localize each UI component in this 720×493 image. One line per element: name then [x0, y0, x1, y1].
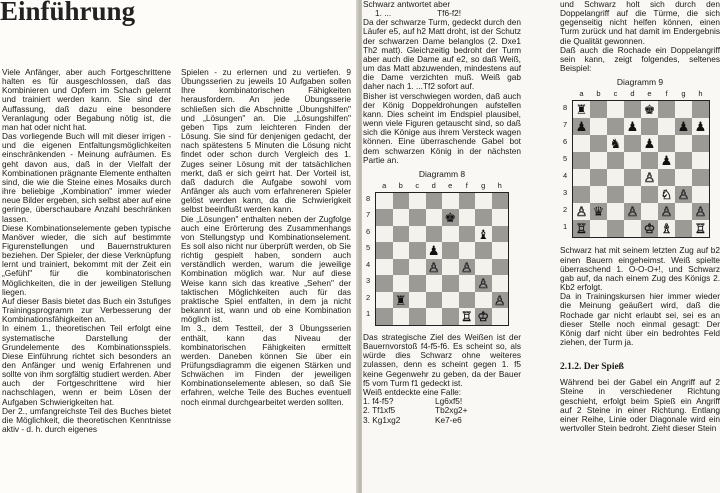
paragraph: Bisher ist verschwiegen worden, daß auch der König Doppeldrohungen aufstellen kann. Dies scheint im Endspiel plausibel, wenn viele Figuren getauscht sind, so daß sich die Könige aus ihrem Versteck wagen können. Eine überraschende Gabel bot dem schwarzen König in der nächsten Partie an.: [363, 90, 521, 165]
rank-label: 6: [366, 226, 371, 236]
board-square: [409, 209, 426, 226]
rank-label: 4: [366, 259, 371, 269]
file-label: e: [448, 180, 453, 190]
paragraph: Diese Kombinationselemente geben typische Manöver wieder, die sich auf bestimmte Figurenstellungen und Bauernstrukturen beziehen. Der Spieler, der diese Verknüpfung lernt und trainiert, bekommt mit der Zeit ein „Gefühl" für die kombinatorischen Möglichkeiten, die in der jeweiligen Stellung liegen.: [2, 222, 171, 297]
left-page: [0, 0, 358, 493]
paragraph: und Schwarz holt sich durch den Doppelangriff auf die Türme, die sich gegenseitig nicht helfen können, einen Turm zurück und hat damit im Endergebnis die Qualität gewonnen.: [560, 0, 720, 46]
board-square: [658, 169, 675, 186]
board-square: [426, 292, 443, 309]
file-label: a: [579, 89, 584, 99]
board-square: [607, 101, 624, 118]
white-pawn-icon: ♙: [460, 259, 473, 275]
rank-label: 3: [366, 276, 371, 286]
left-column-2: [181, 68, 351, 493]
board-square: [393, 193, 410, 210]
board-square: [624, 169, 641, 186]
diagram-9: [560, 89, 710, 246]
file-label: b: [596, 89, 601, 99]
paragraph: Schwarz hat mit seinem letzten Zug auf b2 einen Bauern eingeheimst. Weiß spielte überraschend 1. O-O-O+!, und Schwarz gab auf, da nach einem Zug des Königs 2. Kb2 erfolgt.: [560, 245, 720, 293]
board-square: [573, 152, 590, 169]
chessboard: [572, 100, 710, 238]
board-square: [475, 259, 492, 276]
board-square: [641, 186, 658, 203]
black-pawn-icon: ♟: [694, 119, 707, 135]
board-square: [658, 118, 675, 135]
white-pawn-icon: ♙: [626, 204, 639, 220]
board-square: [393, 226, 410, 243]
move-cell: 3. Kg1xg2: [363, 414, 401, 425]
board-square: [393, 308, 410, 325]
board-square: [442, 226, 459, 243]
white-pawn-icon: ♙: [493, 292, 506, 308]
file-label: g: [681, 89, 686, 99]
board-square: [475, 292, 492, 309]
move-cell: 1. f4-f5?: [363, 396, 394, 407]
board-square: [590, 203, 607, 220]
paragraph: Im 3., dem Testteil, der 3 Übungsserien enthält, kann das Niveau der kombinatorischen Fähigkeiten ermittelt werden. Daneben können Sie über ein Prüfungsdiagramm die eigenen Stärken und Schwächen im Finden der jeweiligen Kombinationselemente ablesen, so daß Sie erfahren, welche Teile des Buches eventuell noch einmal durchgearbeitet werden sollten.: [181, 323, 351, 407]
board-square: [442, 209, 459, 226]
board-square: [409, 242, 426, 259]
board-square: [658, 101, 675, 118]
board-square: [492, 209, 509, 226]
paragraph: Schwarz antwortet aber: [363, 0, 451, 9]
file-label: f: [665, 89, 668, 99]
file-label: b: [398, 180, 403, 190]
board-square: [607, 169, 624, 186]
white-rook-icon: ♖: [460, 309, 473, 325]
rank-label: 2: [366, 292, 371, 302]
board-square: [658, 135, 675, 152]
board-square: [459, 292, 476, 309]
paragraph: Da in Trainingskursen hier immer wieder die Meinung geäußert wird, daß die Rochade gar nicht erlaubt sei, sei es an dieser Stelle noch einmal gesagt: Der König darf nicht über ein bedrohtes Feld ziehen, der Turm ja.: [560, 291, 720, 347]
move-cell: [495, 397, 521, 406]
board-square: [393, 242, 410, 259]
rank-label: 8: [563, 103, 568, 113]
board-square: [641, 203, 658, 220]
board-square: [376, 209, 393, 226]
board-square: [675, 203, 692, 220]
black-pawn-icon: ♟: [427, 243, 440, 259]
board-square: [692, 186, 709, 203]
board-square: [675, 101, 692, 118]
board-square: [675, 186, 692, 203]
board-square: [393, 292, 410, 309]
board-square: [459, 242, 476, 259]
board-square: [607, 152, 624, 169]
black-king-icon: ♚: [444, 210, 457, 226]
white-pawn-icon: ♙: [694, 204, 707, 220]
board-square: [624, 101, 641, 118]
board-square: [675, 169, 692, 186]
board-square: [442, 308, 459, 325]
move-line: 1. ... Tf6-f2!: [375, 8, 462, 19]
board-square: [675, 135, 692, 152]
diagram-8: [363, 180, 506, 333]
chessboard: [375, 192, 509, 326]
board-square: [376, 242, 393, 259]
move-cell: [495, 406, 521, 415]
rank-label: 1: [366, 309, 371, 319]
chapter-heading: Einführung: [0, 0, 136, 26]
rank-label: 2: [563, 205, 568, 215]
board-square: [442, 193, 459, 210]
rank-label: 5: [563, 154, 568, 164]
rank-labels: [563, 103, 567, 239]
board-square: [475, 275, 492, 292]
board-square: [624, 152, 641, 169]
board-square: [409, 275, 426, 292]
right-column-2: [560, 0, 720, 493]
board-square: [692, 169, 709, 186]
board-square: [426, 193, 443, 210]
move-cell: 2. Tf1xf5: [363, 405, 396, 416]
board-square: [459, 259, 476, 276]
board-square: [426, 259, 443, 276]
rank-label: 8: [366, 193, 371, 203]
right-page: [362, 0, 720, 493]
file-labels: [376, 181, 508, 190]
black-pawn-icon: ♟: [626, 119, 639, 135]
white-bishop-icon: ♗: [660, 221, 673, 237]
board-square: [675, 152, 692, 169]
white-knight-icon: ♘: [660, 187, 673, 203]
board-square: [658, 203, 675, 220]
move-cell: Ke7-e6: [435, 414, 462, 425]
white-pawn-icon: ♙: [677, 187, 690, 203]
board-square: [692, 101, 709, 118]
file-label: a: [382, 180, 387, 190]
board-square: [459, 209, 476, 226]
board-square: [573, 135, 590, 152]
board-square: [442, 292, 459, 309]
board-square: [624, 220, 641, 237]
board-square: [409, 308, 426, 325]
diagram-9-title: Diagramm 9: [616, 77, 664, 88]
board-square: [409, 292, 426, 309]
board-square: [475, 193, 492, 210]
board-square: [376, 308, 393, 325]
board-square: [376, 275, 393, 292]
file-labels: [573, 89, 709, 98]
black-king-icon: ♚: [643, 102, 656, 118]
rank-label: 1: [563, 222, 568, 232]
black-queen-icon: ♛: [592, 204, 605, 220]
board-square: [442, 259, 459, 276]
board-square: [692, 220, 709, 237]
board-square: [409, 193, 426, 210]
board-square: [692, 135, 709, 152]
board-square: [607, 220, 624, 237]
board-square: [590, 186, 607, 203]
board-square: [607, 118, 624, 135]
black-rook-icon: ♜: [394, 292, 407, 308]
board-square: [692, 152, 709, 169]
board-square: [492, 242, 509, 259]
board-square: [492, 292, 509, 309]
board-square: [573, 169, 590, 186]
paragraph: Daß auch die Rochade ein Doppelangriff sein kann, zeigt folgendes, seltenes Beispiel:: [560, 44, 720, 74]
board-square: [675, 118, 692, 135]
black-pawn-icon: ♟: [575, 119, 588, 135]
rank-label: 3: [563, 188, 568, 198]
board-square: [641, 101, 658, 118]
board-square: [692, 118, 709, 135]
file-label: g: [481, 180, 486, 190]
rank-label: 4: [563, 171, 568, 181]
rank-label: 6: [563, 137, 568, 147]
board-square: [641, 135, 658, 152]
file-label: c: [415, 180, 420, 190]
board-square: [393, 259, 410, 276]
move-table: [363, 397, 521, 425]
file-label: e: [647, 89, 652, 99]
section-title: 2.1.2. Der Spieß: [560, 362, 624, 373]
paragraph: In einem 1., theoretischen Teil erfolgt eine systematische Darstellung der Grundelemente des Kombinationsspiels. Diese Einführung richtet sich besonders an den Anfänger und wenig Erfahrenen und sollte von ihm sorgfältig studiert werden. Aber auch der Fortgeschrittene wird hier nachschlagen, wenn er beim Lösen der Aufgaben Schwierigkeiten hat.: [2, 323, 171, 407]
paragraph: Da der schwarze Turm, gedeckt durch den Läufer e5, auf h2 Matt droht, ist der Schutz der schwarzen Dame belanglos (2. Dxe1 Th2 matt). Gleichzeitig bedroht der Turm aber auch die Dame auf e2, so daß Weiß, um das Matt abzuwenden, mindestens auf die Dame verzichten muß. Weiß gab daher nach 1. ...Tf2 sofort auf.: [363, 17, 521, 92]
black-bishop-icon: ♝: [477, 226, 490, 242]
board-square: [658, 152, 675, 169]
white-pawn-icon: ♙: [427, 259, 440, 275]
board-square: [442, 242, 459, 259]
board-square: [641, 220, 658, 237]
left-column-1: [2, 68, 171, 493]
file-label: f: [465, 180, 468, 190]
board-square: [492, 193, 509, 210]
board-square: [475, 226, 492, 243]
move-cell: Lg6xf5!: [435, 396, 463, 407]
board-square: [393, 209, 410, 226]
board-square: [573, 118, 590, 135]
black-pawn-icon: ♟: [643, 136, 656, 152]
move-cell: Tb2xg2+: [435, 405, 468, 416]
paragraph: Weiß entdeckte eine Falle:: [363, 386, 462, 397]
board-square: [442, 275, 459, 292]
paragraph: Spielen - zu erlernen und zu vertiefen. 9 Übungsserien zu jeweils 10 Aufgaben sollen Ihre kombinatorischen Fähigkeiten herausfordern. An jede Übungsserie schließen sich die Abschnitte „Übungshilfen" und „Lösungen" an. Die „Lösungshilfen" geben Tips zum leichteren Finden der Lösung. Sie sind für denjenigen gedacht, der nach spätestens 5 Minuten die Lösung nicht findet oder schon durch Vergleich des 1. Zuges seiner Lösung mit der tatsächlichen merkt, daß er sich geirrt hat. Der Vorteil ist, daß dadurch die Aufgabe sowohl vom Anfänger als auch vom erfahreneren Spieler gelöst werden kann, da die Schwierigkeit selbst beeinflußt werden kann.: [181, 68, 351, 215]
board-square: [492, 259, 509, 276]
board-square: [426, 226, 443, 243]
file-label: h: [497, 180, 502, 190]
board-square: [590, 135, 607, 152]
board-square: [459, 226, 476, 243]
black-rook-icon: ♜: [575, 102, 588, 118]
board-square: [692, 203, 709, 220]
board-square: [590, 118, 607, 135]
rank-labels: [366, 194, 370, 326]
board-square: [475, 308, 492, 325]
right-column-1: [363, 0, 521, 493]
board-square: [607, 135, 624, 152]
board-square: [624, 203, 641, 220]
paragraph: Das strategische Ziel des Weißen ist der Bauernvorstoß f4-f5-f6. Es scheint so, als würde dies Schwarz ohne weiteres zulassen, denn es scheint gegen 1. f5 keine Gegenwehr zu geben, da der Bauer f5 vom Turm f1 gedeckt ist.: [363, 331, 521, 388]
board-square: [492, 226, 509, 243]
board-square: [409, 226, 426, 243]
white-pawn-icon: ♙: [643, 170, 656, 186]
board-square: [376, 226, 393, 243]
board-square: [426, 275, 443, 292]
white-pawn-icon: ♙: [575, 204, 588, 220]
file-label: d: [431, 180, 436, 190]
board-square: [409, 259, 426, 276]
paragraph: Der 2., umfangreichste Teil des Buches bietet die Möglichkeit, die theoretischen Kenntnisse aktiv - d. h. durch eigenes: [2, 405, 171, 435]
rank-label: 7: [563, 120, 568, 130]
board-square: [426, 209, 443, 226]
board-square: [573, 186, 590, 203]
rank-label: 7: [366, 210, 371, 220]
black-pawn-icon: ♟: [677, 119, 690, 135]
board-square: [573, 101, 590, 118]
board-square: [590, 169, 607, 186]
board-square: [475, 242, 492, 259]
white-pawn-icon: ♙: [660, 204, 673, 220]
board-square: [624, 135, 641, 152]
paragraph: Das vorliegende Buch will mit dieser irrigen - und die eigenen Entfaltungsmöglichkeiten einschränkenden - Meinung aufräumen. Es geht davon aus, daß in der Vielfalt der Kombinationen prägnante Elemente enthalten sind, die wie die Steine eines Mosaiks durch ihre beliebige „Kombination" immer wieder neue Bilder ergeben, sich selbst aber auf eine geringe, überschaubare Anzahl beschränken lassen.: [2, 131, 171, 224]
board-square: [641, 169, 658, 186]
board-square: [459, 275, 476, 292]
white-king-icon: ♔: [477, 309, 490, 325]
paragraph: Viele Anfänger, aber auch Fortgeschrittene halten es für ausgeschlossen, daß das Kombinieren und Opfern im Schach gelernt und trainiert werden kann. Sie sind der Auffassung, daß dazu eine besondere Veranlagung oder Begabung nötig ist, die man hat oder nicht hat.: [2, 68, 171, 132]
white-rook-icon: ♖: [694, 221, 707, 237]
black-knight-icon: ♞: [609, 136, 622, 152]
board-square: [492, 308, 509, 325]
board-square: [590, 101, 607, 118]
file-label: c: [613, 89, 618, 99]
board-square: [658, 186, 675, 203]
board-square: [607, 186, 624, 203]
board-square: [658, 220, 675, 237]
rank-label: 5: [366, 243, 371, 253]
white-king-icon: ♔: [643, 221, 656, 237]
paragraph: Während bei der Gabel ein Angriff auf 2 Steine in verschiedener Richtung geschieht, erfolgt beim Spieß ein Angriff auf 2 Steine in einer Richtung. Entlang einer Reihe, Linie oder Diagonale wird ein wertvoller Stein bedroht. Zieht dieser Stein: [560, 377, 720, 434]
board-square: [624, 186, 641, 203]
file-label: d: [630, 89, 635, 99]
board-square: [590, 220, 607, 237]
file-label: h: [698, 89, 703, 99]
board-square: [607, 203, 624, 220]
board-square: [641, 152, 658, 169]
board-square: [492, 275, 509, 292]
board-square: [426, 242, 443, 259]
board-square: [573, 220, 590, 237]
white-pawn-icon: ♙: [477, 276, 490, 292]
board-square: [475, 209, 492, 226]
white-rook-icon: ♖: [575, 221, 588, 237]
move-cell: [495, 416, 521, 425]
board-square: [573, 203, 590, 220]
diagram-8-title: Diagramm 8: [418, 168, 466, 179]
board-square: [590, 152, 607, 169]
board-square: [624, 118, 641, 135]
black-pawn-icon: ♟: [660, 153, 673, 169]
board-square: [641, 118, 658, 135]
paragraph: Auf dieser Basis bietet das Buch ein 3stufiges Trainingsprogramm zur Verbesserung der Kombinationsfähigkeiten an.: [2, 295, 171, 325]
board-square: [376, 193, 393, 210]
board-square: [426, 308, 443, 325]
paragraph: Die „Lösungen" enthalten neben der Zugfolge auch eine Erörterung des Zusammenhangs von Stellungstyp und Kombinationselement. Es soll also nicht nur überprüft werden, ob Sie richtig gespielt haben, sondern auch verständlich werden, warum die jeweilige Kombination möglich war. Nur auf diese Weise kann sich das kreative „Sehen" der taktischen Möglichkeiten auch für das praktische Spiel entfalten, in dem ja nicht bekannt ist, wann und ob eine Kombination möglich ist.: [181, 213, 351, 325]
board-square: [459, 193, 476, 210]
board-square: [393, 275, 410, 292]
board-square: [376, 292, 393, 309]
board-square: [459, 308, 476, 325]
board-square: [675, 220, 692, 237]
board-square: [376, 259, 393, 276]
